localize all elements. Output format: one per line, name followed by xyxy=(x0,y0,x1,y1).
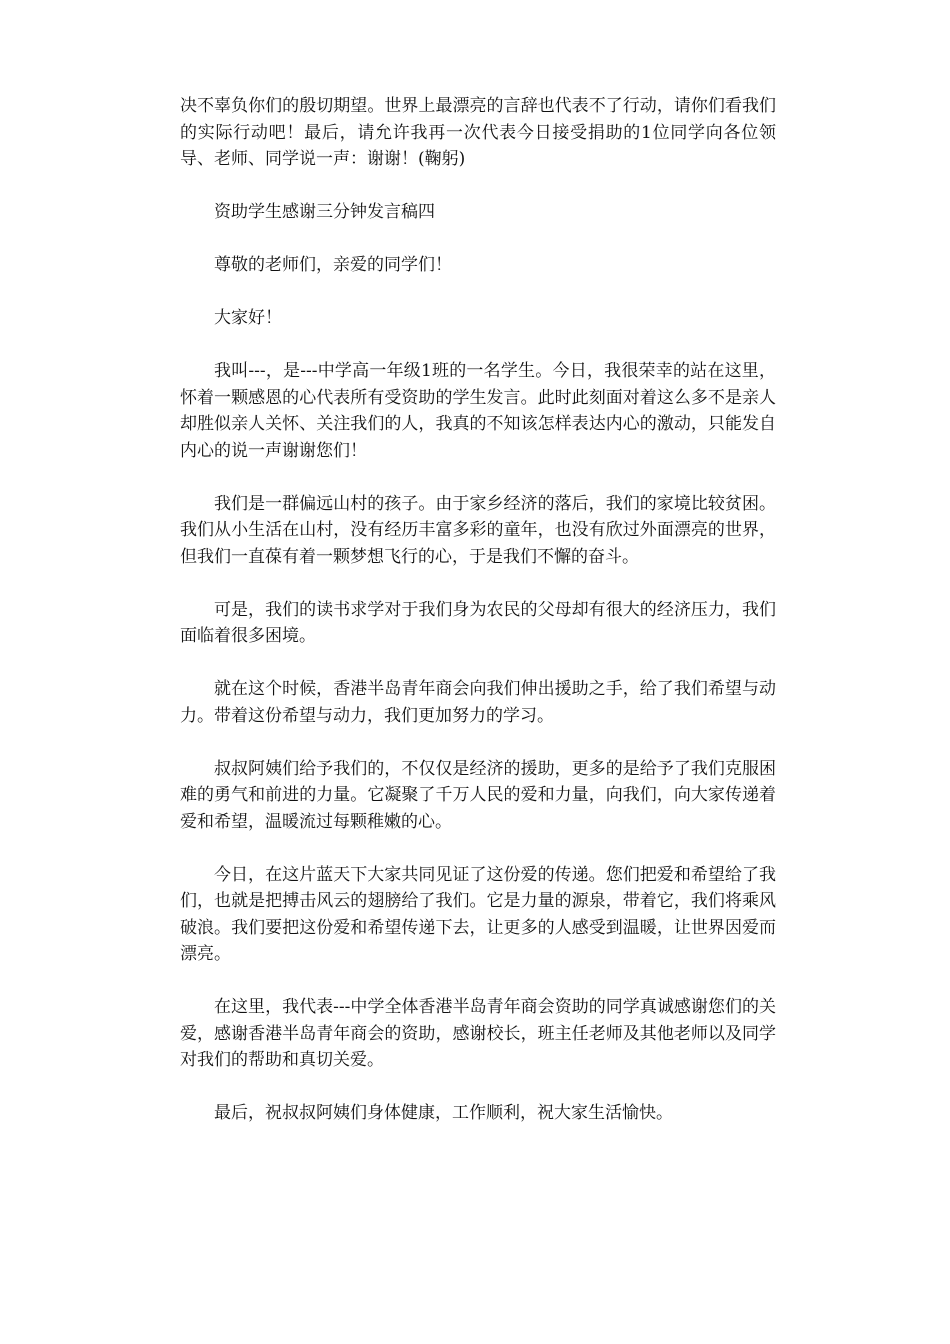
paragraph: 就在这个时候，香港半岛青年商会向我们伸出援助之手，给了我们希望与动力。带着这份希望与动力，我们更加努力的学习。 xyxy=(180,679,776,726)
salutation: 尊敬的老师们，亲爱的同学们！ xyxy=(214,255,452,275)
paragraph: 可是，我们的读书求学对于我们身为农民的父母却有很大的经济压力，我们面临着很多困境。 xyxy=(180,599,776,646)
paragraph: 叔叔阿姨们给予我们的，不仅仅是经济的援助，更多的是给予了我们克服困难的勇气和前进的力量。它凝聚了千万人民的爱和力量，向我们，向大家传递着爱和希望，温暖流过每颗稚嫩的心。 xyxy=(180,758,776,832)
paragraph: 我叫---，是---中学高一年级1班的一名学生。今日，我很荣幸的站在这里，怀着一颗感恩的心代表所有受资助的学生发言。此时此刻面对着这么多不是亲人却胜似亲人关怀、关注我们的人，我真的不知该怎样表达内心的激动，只能发自内心的说一声谢谢您们！ xyxy=(180,361,776,461)
closing-paragraph: 最后，祝叔叔阿姨们身体健康，工作顺利，祝大家生活愉快。 xyxy=(214,1103,673,1123)
paragraph: 今日，在这片蓝天下大家共同见证了这份爱的传递。您们把爱和希望给了我们，也就是把搏击风云的翅膀给了我们。它是力量的源泉，带着它，我们将乘风破浪。我们要把这份爱和希望传递下去，让更多的人感受到温暖，让世界因爱而漂亮。 xyxy=(180,864,776,964)
section-title: 资助学生感谢三分钟发言稿四 xyxy=(214,202,435,222)
paragraph: 我们是一群偏远山村的孩子。由于家乡经济的落后，我们的家境比较贫困。我们从小生活在山村，没有经历丰富多彩的童年，也没有欣过外面漂亮的世界，但我们一直葆有着一颗梦想飞行的心，于是我们不懈的奋斗。 xyxy=(180,493,776,567)
paragraph-continued: 决不辜负你们的殷切期望。世界上最漂亮的言辞也代表不了行动，请你们看我们的实际行动吧！最后，请允许我再一次代表今日接受捐助的1位同学向各位领导、老师、同学说一声：谢谢！(鞠躬) xyxy=(180,96,776,169)
document-body xyxy=(180,93,776,1153)
greeting: 大家好！ xyxy=(214,308,282,328)
paragraph: 在这里，我代表---中学全体香港半岛青年商会资助的同学真诚感谢您们的关爱，感谢香港半岛青年商会的资助，感谢校长，班主任老师及其他老师以及同学对我们的帮助和真切关爱。 xyxy=(180,997,776,1070)
